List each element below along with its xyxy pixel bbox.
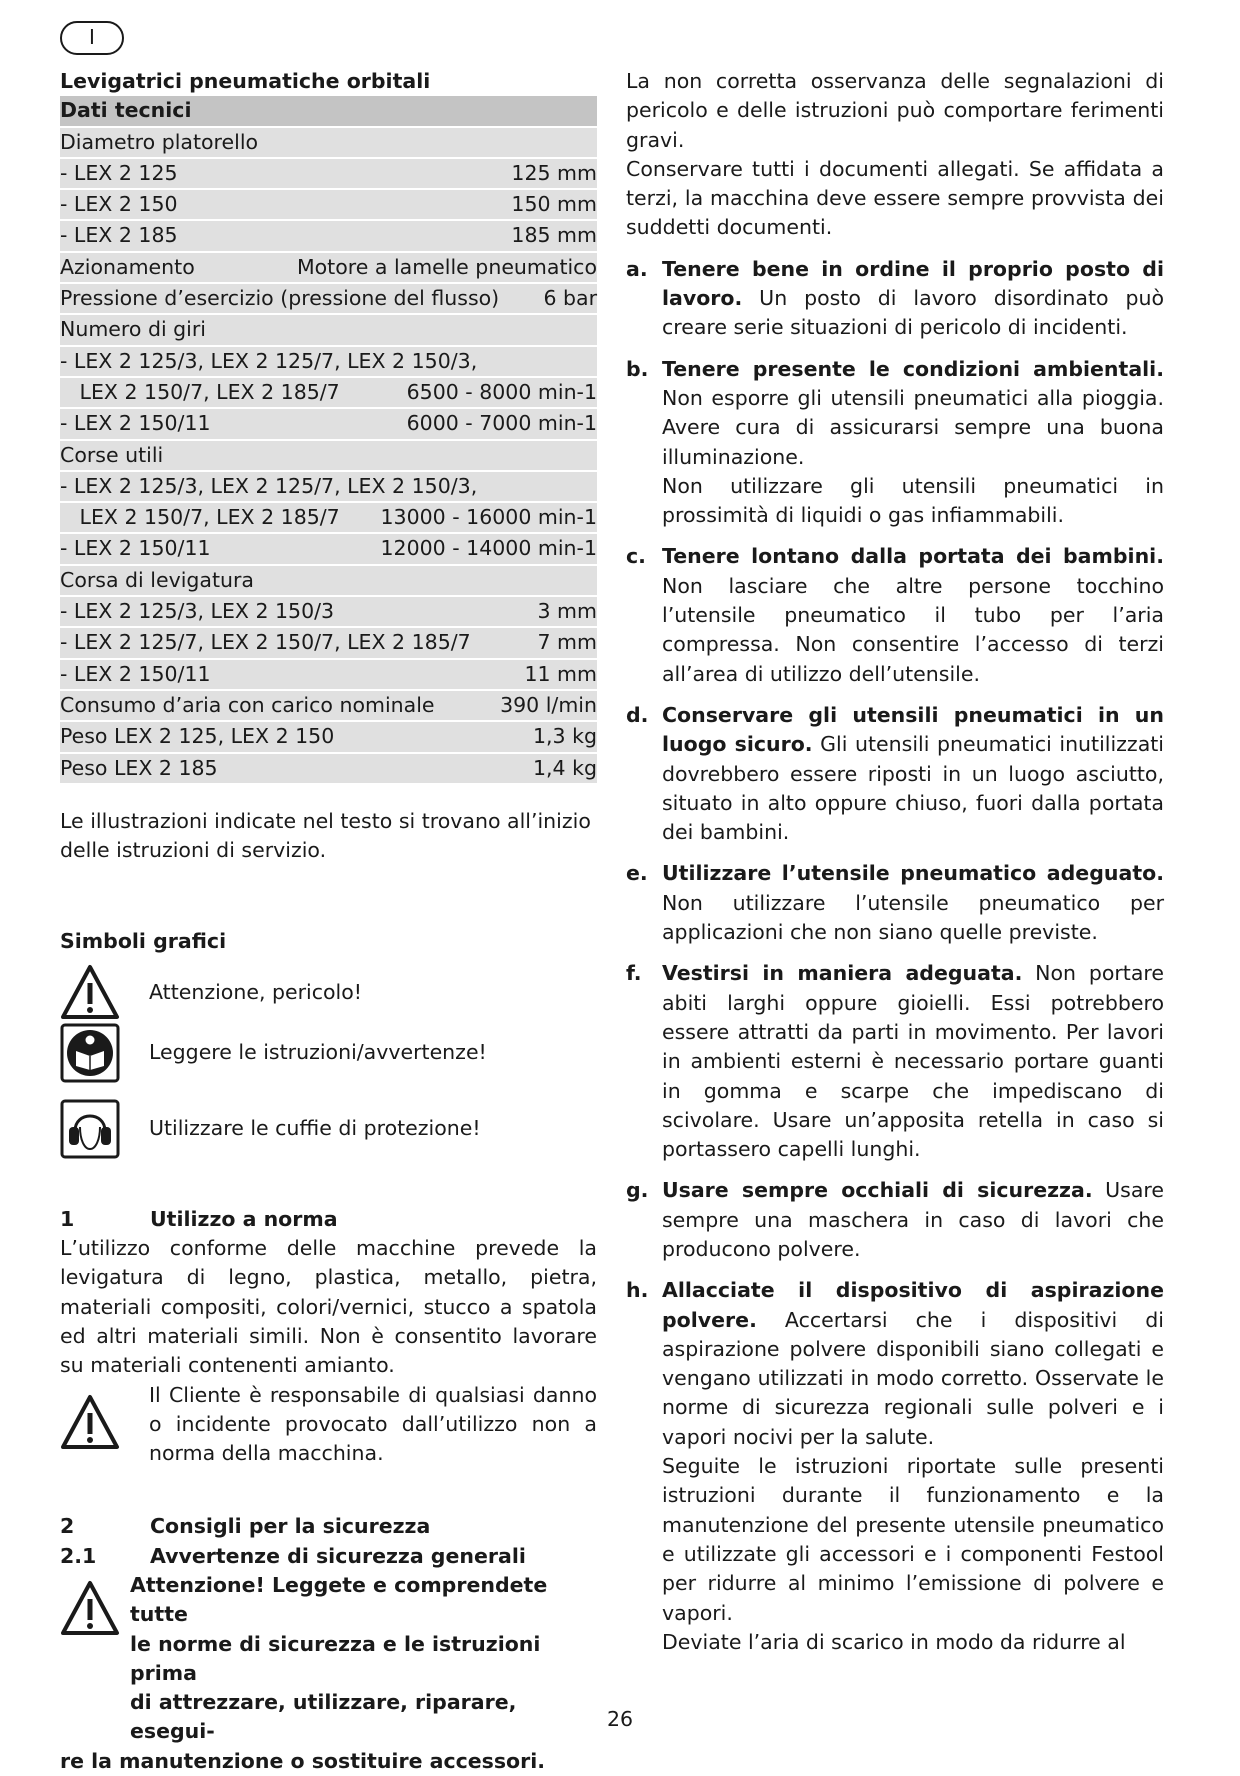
spec-label: Corsa di levigatura bbox=[60, 567, 254, 592]
spec-value: 150 mm bbox=[511, 192, 597, 217]
spec-label: Numero di giri bbox=[60, 317, 207, 342]
symbols-heading: Simboli grafici bbox=[60, 929, 227, 954]
spec-row bbox=[60, 691, 597, 720]
item-text: Un posto di lavoro disordinato può creare serie situazioni di pericolo di incidenti. bbox=[662, 286, 1164, 340]
safety-item bbox=[626, 859, 1164, 947]
spec-label: - LEX 2 125/3, LEX 2 150/3 bbox=[60, 599, 335, 624]
attention-line: Attenzione! Leggete e comprendete tutte bbox=[130, 1572, 548, 1627]
item-body bbox=[662, 859, 1164, 947]
item-heading: Tenere lontano dalla portata dei bambini. bbox=[662, 544, 1164, 569]
spec-label: - LEX 2 150/11 bbox=[60, 536, 211, 561]
item-text: Non lasciare che altre persone tocchino l’utensile pneumatico il tubo per l’aria compressa. Non consentire l’accesso di terzi all’area di utilizzo dell’utensile. bbox=[662, 573, 1164, 686]
section-title: Avvertenze di sicurezza generali bbox=[150, 1543, 526, 1568]
safety-item bbox=[626, 1176, 1164, 1264]
spec-row bbox=[60, 722, 597, 751]
safety-item bbox=[626, 701, 1164, 847]
item-extra: Seguite le istruzioni riportate sulle presenti istruzioni durante il funzionamento e la manutenzione del presente utensile pneumatico e utilizzate gli accessori e i componenti Festool per ridurre al minimo l’emissione di polvere e vapori. bbox=[662, 1454, 1164, 1625]
item-text: Accertarsi che i dispositivi di aspirazione polvere disponibili siano collegati e vengano utilizzati in modo corretto. Osservate le norme di sicurezza regionali sulle polveri e i vapori nocivi per la salute. bbox=[662, 1307, 1164, 1449]
spec-label: Corse utili bbox=[60, 442, 164, 467]
item-heading: Allacciate il dispositivo di aspirazione polvere. bbox=[662, 1278, 1164, 1332]
symbol-label: Attenzione, pericolo! bbox=[149, 980, 362, 1005]
safety-items-list bbox=[626, 255, 1164, 1657]
spec-row bbox=[60, 566, 597, 595]
spec-label: Pressione d’esercizio (pressione del flusso) bbox=[60, 286, 500, 311]
item-heading: Tenere presente le condizioni ambientali. bbox=[662, 356, 1164, 381]
section-title: Consigli per la sicurezza bbox=[150, 1514, 431, 1539]
item-letter: e. bbox=[626, 861, 648, 886]
spec-value: 12000 - 14000 min-1 bbox=[380, 536, 597, 561]
spec-row bbox=[60, 315, 597, 344]
symbol-row-ear-protection bbox=[60, 1099, 597, 1159]
item-letter: g. bbox=[626, 1178, 649, 1203]
item-heading: Conservare gli utensili pneumatici in un luogo sicuro. bbox=[662, 702, 1164, 757]
spec-value: 3 mm bbox=[537, 599, 597, 624]
item-body bbox=[662, 701, 1164, 847]
illustrations-note: Le illustrazioni indicate nel testo si trovano all’inizio delle istruzioni di servizio. bbox=[60, 808, 591, 863]
spec-row bbox=[60, 128, 597, 157]
section-number: 2.1 bbox=[60, 1543, 97, 1568]
spec-label: LEX 2 150/7, LEX 2 185/7 bbox=[60, 505, 340, 530]
document-title: Levigatrici pneumatiche orbitali bbox=[60, 69, 431, 93]
attention-line: le norme di sicurezza e le istruzioni prima bbox=[130, 1631, 541, 1685]
spec-value: 13000 - 16000 min-1 bbox=[380, 505, 597, 530]
warning-triangle-icon bbox=[60, 963, 120, 1023]
spec-row bbox=[60, 96, 597, 125]
left-column bbox=[60, 67, 597, 1776]
section-1-warning bbox=[60, 1381, 597, 1469]
intro-paragraph: La non corretta osservanza delle segnalazioni di pericolo e delle istruzioni può comportare ferimenti gravi. bbox=[626, 69, 1164, 152]
item-letter: d. bbox=[626, 702, 649, 727]
spec-value: 6000 - 7000 min-1 bbox=[406, 411, 597, 436]
item-letter: c. bbox=[626, 544, 646, 569]
spec-label: - LEX 2 125/7, LEX 2 150/7, LEX 2 185/7 bbox=[60, 630, 471, 655]
spec-row bbox=[60, 660, 597, 689]
item-body bbox=[662, 959, 1164, 1164]
item-extra: Non utilizzare gli utensili pneumatici in prossimità di liquidi o gas infiammabili. bbox=[662, 473, 1164, 528]
item-extra: Deviate l’aria di scarico in modo da ridurre al bbox=[662, 1629, 1126, 1654]
spec-label: Dati tecnici bbox=[60, 98, 192, 123]
spec-value: 11 mm bbox=[524, 661, 597, 686]
page-number: 26 bbox=[606, 1707, 634, 1731]
attention-line: re la manutenzione o sostituire accessori. bbox=[60, 1748, 546, 1773]
item-heading: Usare sempre occhiali di sicurezza. bbox=[662, 1178, 1093, 1203]
spec-value: 185 mm bbox=[511, 223, 597, 248]
item-body bbox=[662, 355, 1164, 531]
spec-label: - LEX 2 125/3, LEX 2 125/7, LEX 2 150/3, bbox=[60, 473, 478, 498]
spec-row bbox=[60, 409, 597, 438]
spec-row bbox=[60, 534, 597, 563]
item-text: Non utilizzare l’utensile pneumatico per applicazioni che non siano quelle previste. bbox=[662, 890, 1164, 945]
section-2-heading bbox=[60, 1512, 597, 1541]
spec-value: 7 mm bbox=[537, 630, 597, 655]
spec-label: Peso LEX 2 185 bbox=[60, 755, 218, 780]
spec-row bbox=[60, 754, 597, 783]
spec-row bbox=[60, 253, 597, 282]
section-1-heading bbox=[60, 1205, 597, 1234]
spec-value: 390 l/min bbox=[500, 692, 597, 717]
spec-row bbox=[60, 190, 597, 219]
item-letter: a. bbox=[626, 256, 648, 281]
spec-row bbox=[60, 628, 597, 657]
spec-label: - LEX 2 150/11 bbox=[60, 411, 211, 436]
spec-label: LEX 2 150/7, LEX 2 185/7 bbox=[60, 379, 340, 404]
item-text: Usare sempre una maschera in caso di lavori che producono polvere. bbox=[662, 1178, 1164, 1261]
item-letter: h. bbox=[626, 1278, 649, 1303]
spec-label: Peso LEX 2 125, LEX 2 150 bbox=[60, 724, 335, 749]
spec-value: 1,4 kg bbox=[532, 755, 597, 780]
item-letter: b. bbox=[626, 356, 649, 381]
item-body bbox=[662, 1276, 1164, 1657]
spec-value: Motore a lamelle pneumatico bbox=[296, 254, 597, 279]
symbol-row-warning bbox=[60, 963, 597, 1023]
symbol-row-read-manual bbox=[60, 1023, 597, 1083]
spec-label: - LEX 2 150 bbox=[60, 192, 178, 217]
spec-row bbox=[60, 472, 597, 501]
spec-value: 6 bar bbox=[543, 286, 597, 311]
spec-label: Consumo d’aria con carico nominale bbox=[60, 692, 435, 717]
safety-item bbox=[626, 542, 1164, 688]
attention-notice bbox=[60, 1571, 597, 1776]
item-heading: Tenere bene in ordine il proprio posto di lavoro. bbox=[662, 256, 1164, 311]
spec-label: Diametro platorello bbox=[60, 129, 259, 154]
item-letter: f. bbox=[626, 961, 642, 986]
item-text: Non portare abiti larghi oppure gioielli. Essi potrebbero essere attratti da parti in movimento. Per lavori in ambienti esterni è necessario portare guanti in gomma e scarpe che impediscano di scivolare. Usare un’apposita retella in caso si portassero capelli lunghi. bbox=[662, 961, 1164, 1162]
item-heading: Utilizzare l’utensile pneumatico adeguato. bbox=[662, 861, 1164, 886]
warning-text: Il Cliente è responsabile di qualsiasi danno o incidente provocato dall’utilizzo non a norma della macchina. bbox=[149, 1382, 597, 1466]
item-body bbox=[662, 255, 1164, 343]
intro-paragraph: Conservare tutti i documenti allegati. Se affidata a terzi, la macchina deve essere sempre provvista dei suddetti documenti. bbox=[626, 156, 1164, 240]
section-2-1-heading bbox=[60, 1542, 597, 1571]
symbol-label: Utilizzare le cuffie di protezione! bbox=[149, 1116, 481, 1141]
symbol-label: Leggere le istruzioni/avvertenze! bbox=[149, 1040, 487, 1065]
section-number: 2 bbox=[60, 1514, 75, 1539]
read-manual-icon bbox=[60, 1023, 120, 1083]
spec-row bbox=[60, 378, 597, 407]
warning-triangle-icon bbox=[60, 1579, 120, 1639]
technical-data-table bbox=[60, 96, 597, 783]
safety-item bbox=[626, 355, 1164, 531]
right-column bbox=[626, 67, 1164, 1657]
section-1-text: L’utilizzo conforme delle macchine prevede la levigatura di legno, plastica, metallo, pietra, materiali compositi, colori/vernici, stucco a spatola ed altri materiali simili. Non è consentito lavorare su materiali contenenti amianto. bbox=[60, 1236, 597, 1378]
ear-protection-icon bbox=[60, 1099, 120, 1159]
spec-value: 125 mm bbox=[511, 160, 597, 185]
spec-label: - LEX 2 185 bbox=[60, 223, 178, 248]
spec-row bbox=[60, 597, 597, 626]
safety-item bbox=[626, 959, 1164, 1164]
item-heading: Vestirsi in maniera adeguata. bbox=[662, 961, 1023, 986]
item-text: Gli utensili pneumatici inutilizzati dovrebbero essere riposti in un luogo asciutto, situato in alto oppure chiuso, fuori dalla portata dei bambini. bbox=[662, 732, 1164, 845]
spec-row bbox=[60, 347, 597, 376]
spec-row bbox=[60, 221, 597, 250]
section-number: 1 bbox=[60, 1206, 75, 1231]
spec-label: Azionamento bbox=[60, 254, 195, 279]
spec-label: - LEX 2 125/3, LEX 2 125/7, LEX 2 150/3, bbox=[60, 348, 478, 373]
spec-row bbox=[60, 159, 597, 188]
item-body bbox=[662, 1176, 1164, 1264]
spec-row bbox=[60, 503, 597, 532]
safety-item bbox=[626, 255, 1164, 343]
safety-item bbox=[626, 1276, 1164, 1657]
spec-row bbox=[60, 284, 597, 313]
spec-row bbox=[60, 441, 597, 470]
attention-line: di attrezzare, utilizzare, riparare, esegui- bbox=[130, 1690, 517, 1744]
section-title: Utilizzo a norma bbox=[150, 1206, 338, 1231]
spec-value: 6500 - 8000 min-1 bbox=[406, 379, 597, 404]
spec-label: - LEX 2 150/11 bbox=[60, 661, 211, 686]
warning-triangle-icon bbox=[60, 1393, 120, 1453]
item-body bbox=[662, 542, 1164, 688]
spec-label: - LEX 2 125 bbox=[60, 160, 178, 185]
language-badge: I bbox=[60, 21, 124, 55]
item-text: Non esporre gli utensili pneumatici alla pioggia. Avere cura di assicurarsi sempre una buona illuminazione. bbox=[662, 385, 1164, 469]
spec-value: 1,3 kg bbox=[532, 724, 597, 749]
